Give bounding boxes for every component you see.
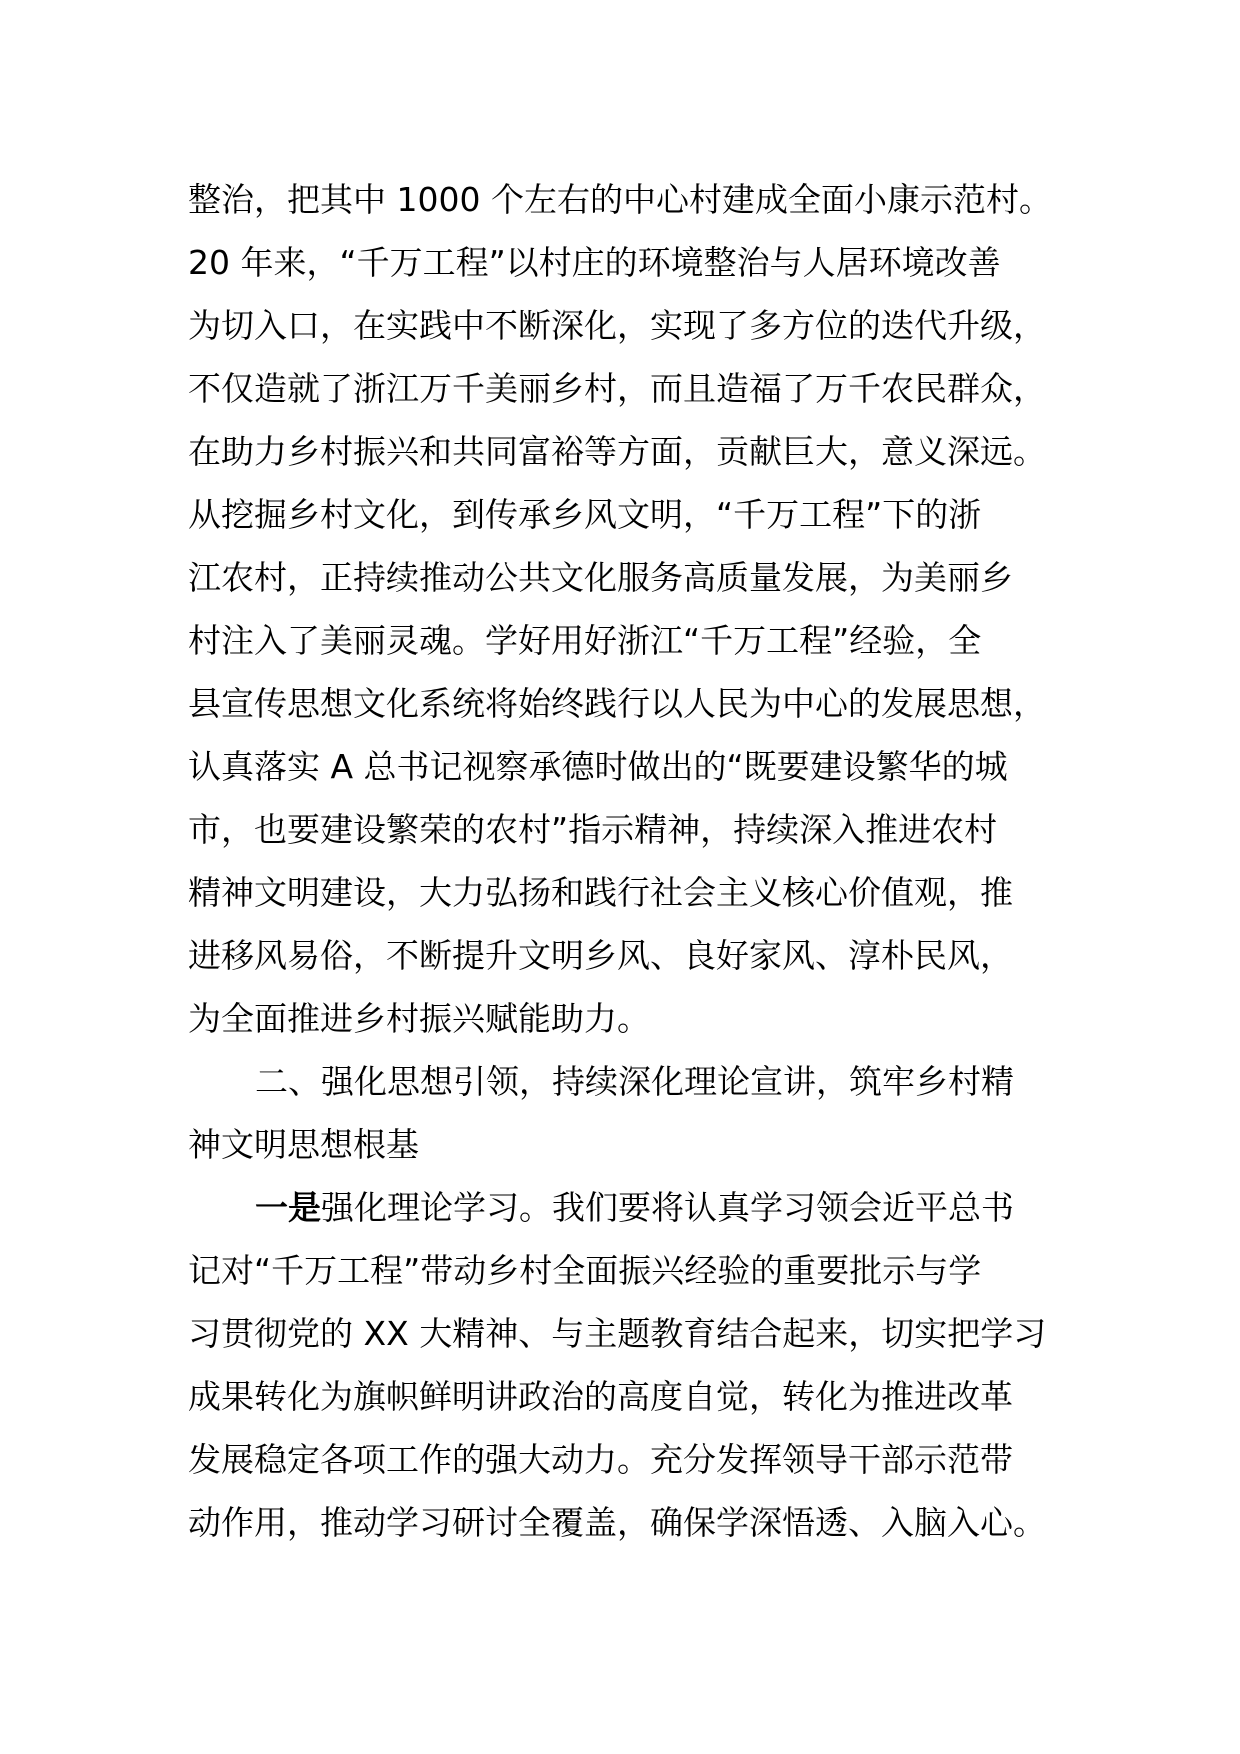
text-line [188,1176,1068,1239]
text-line: 从挖掘乡村文化，到传承乡风文明，“千万工程”下的浙 [188,495,982,534]
section-heading [188,1050,1068,1176]
text-line: 为切入口，在实践中不断深化，实现了多方位的迭代升级， [188,306,1046,345]
point-first-line-text: 强化理论学习。我们要将认真学习领会近平总书 [321,1188,1014,1227]
text-line: 不仅造就了浙江万千美丽乡村，而且造福了万千农民群众， [188,369,1046,408]
text-line: 为全面推进乡村振兴赋能助力。 [188,999,650,1038]
point-lead-label: 一是 [255,1188,321,1227]
text-line: 整治，把其中 1000 个左右的中心村建成全面小康示范村。 [188,180,1052,219]
text-line: 发展稳定各项工作的强大动力。充分发挥领导干部示范带 [188,1440,1013,1479]
text-line: 进移风易俗，不断提升文明乡风、良好家风、淳朴民风， [188,936,1013,975]
section-heading-line: 二、强化思想引领，持续深化理论宣讲，筑牢乡村精 [255,1062,1014,1101]
text-line: 精神文明建设，大力弘扬和践行社会主义核心价值观，推 [188,873,1013,912]
text-line: 20 年来，“千万工程”以村庄的环境整治与人居环境改善 [188,243,1001,282]
text-line: 认真落实 A 总书记视察承德时做出的“既要建设繁华的城 [188,747,1008,786]
section-heading-line: 神文明思想根基 [188,1125,419,1164]
text-line: 市，也要建设繁荣的农村”指示精神，持续深入推进农村 [188,810,998,849]
text-line: 在助力乡村振兴和共同富裕等方面，贡献巨大，意义深远。 [188,432,1046,471]
text-line: 成果转化为旗帜鲜明讲政治的高度自觉，转化为推进改革 [188,1377,1013,1416]
paragraph-first-point [188,1176,1068,1554]
text-line: 县宣传思想文化系统将始终践行以人民为中心的发展思想， [188,684,1046,723]
text-line: 习贯彻党的 XX 大精神、与主题教育结合起来，切实把学习 [188,1314,1047,1353]
text-line: 动作用，推动学习研讨全覆盖，确保学深悟透、入脑入心。 [188,1503,1046,1542]
text-line: 村注入了美丽灵魂。学好用好浙江“千万工程”经验，全 [188,621,982,660]
paragraph-continuation [188,168,1068,1050]
text-line: 江农村，正持续推动公共文化服务高质量发展，为美丽乡 [188,558,1013,597]
text-line: 记对“千万工程”带动乡村全面振兴经验的重要批示与学 [188,1251,982,1290]
document-body [188,168,1068,1554]
